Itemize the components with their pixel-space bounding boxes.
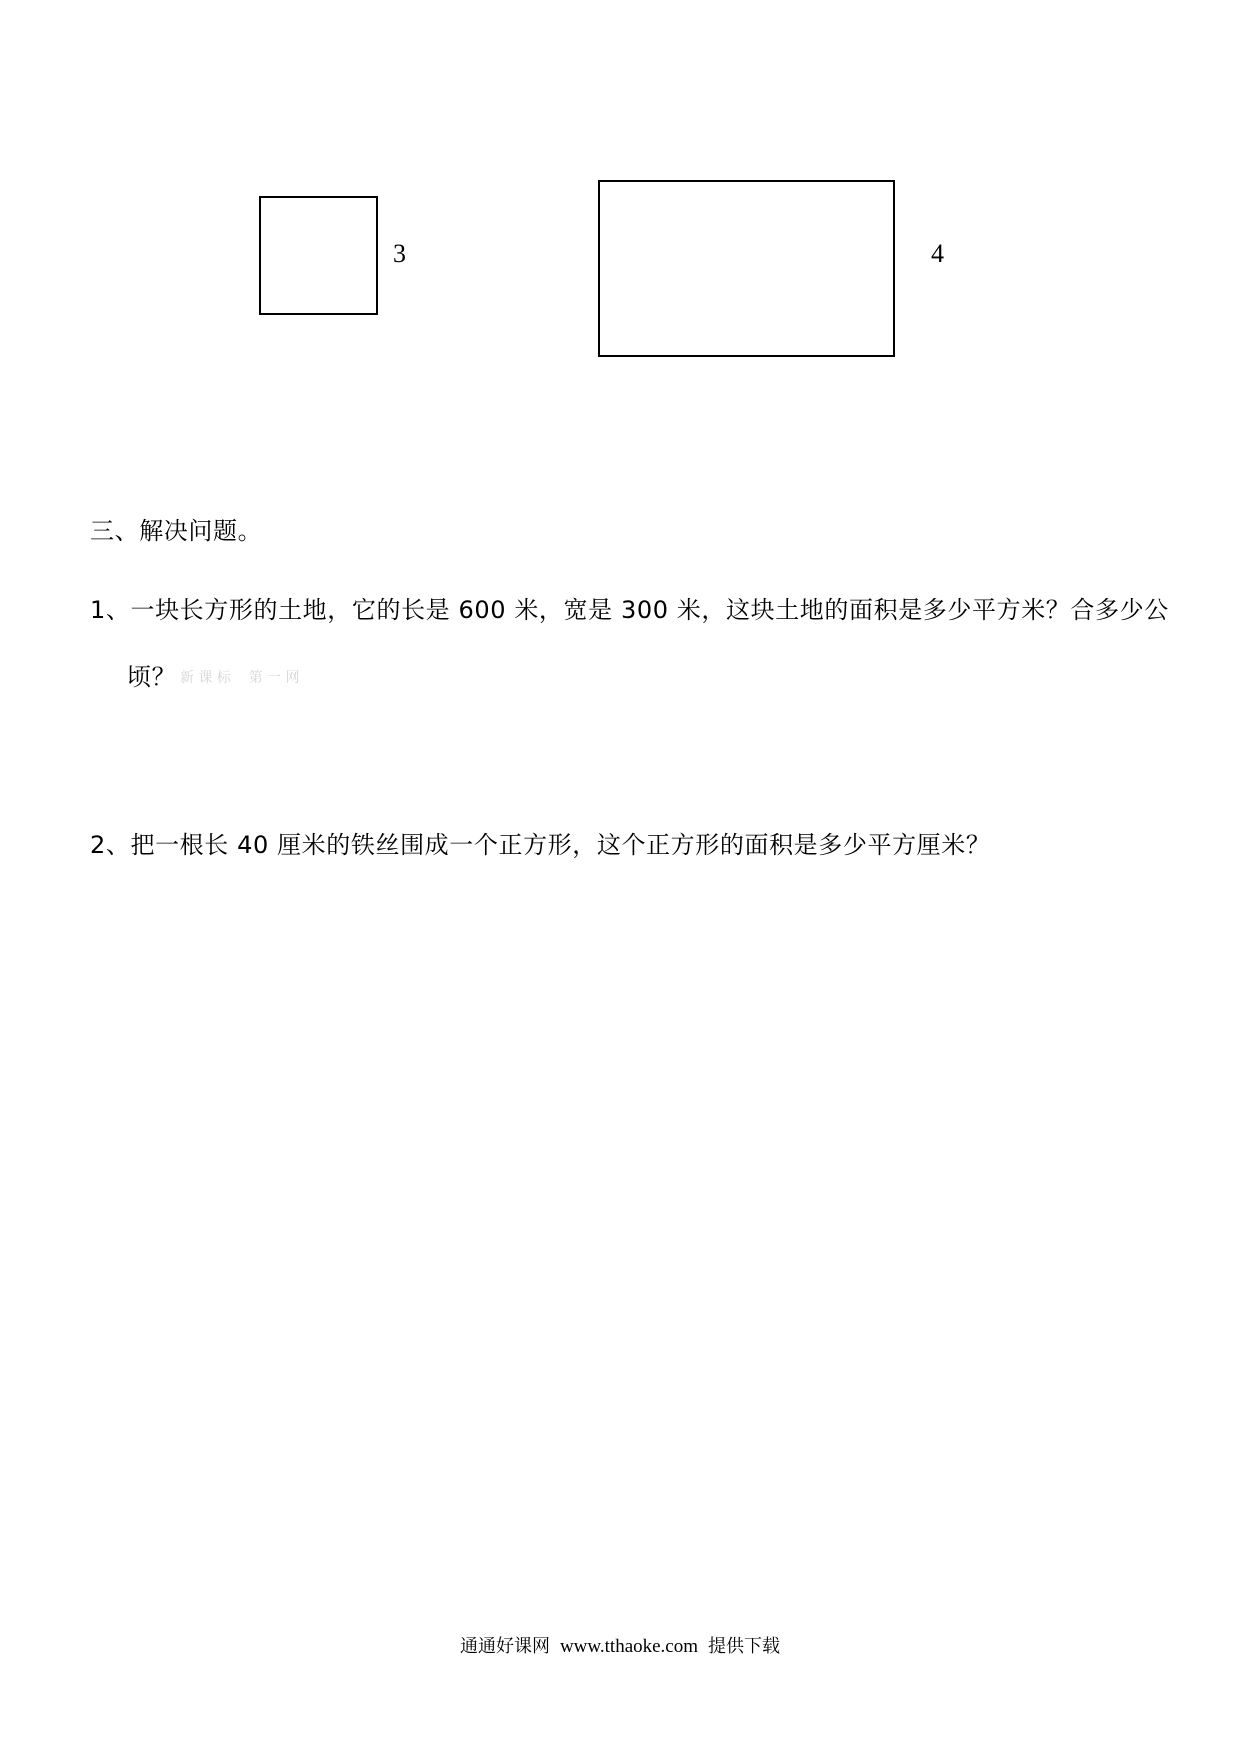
question-1-text: 1、一块长方形的土地，它的长是 600 米，宽是 300 米，这块土地的面积是多少平方米？合多少公 — [90, 596, 1169, 624]
section-heading: 三、解决问题。 — [90, 517, 263, 545]
question-1-text-continued: 顷？ — [127, 663, 177, 691]
watermark-text: 新 课 标 第 一 网 — [180, 670, 300, 686]
square-figure — [259, 196, 378, 315]
square-figure-label: 3 — [393, 239, 406, 268]
rectangle-figure — [598, 180, 895, 357]
page-footer — [0, 1636, 1240, 1658]
footer-suffix: 提供下载 — [708, 1636, 781, 1657]
footer-url: www.tthaoke.com — [559, 1636, 699, 1657]
rectangle-figure-label: 4 — [931, 239, 944, 268]
footer-site-name: 通通好课网 — [459, 1636, 550, 1657]
question-2-text: 2、把一根长 40 厘米的铁丝围成一个正方形，这个正方形的面积是多少平方厘米？ — [90, 831, 991, 859]
